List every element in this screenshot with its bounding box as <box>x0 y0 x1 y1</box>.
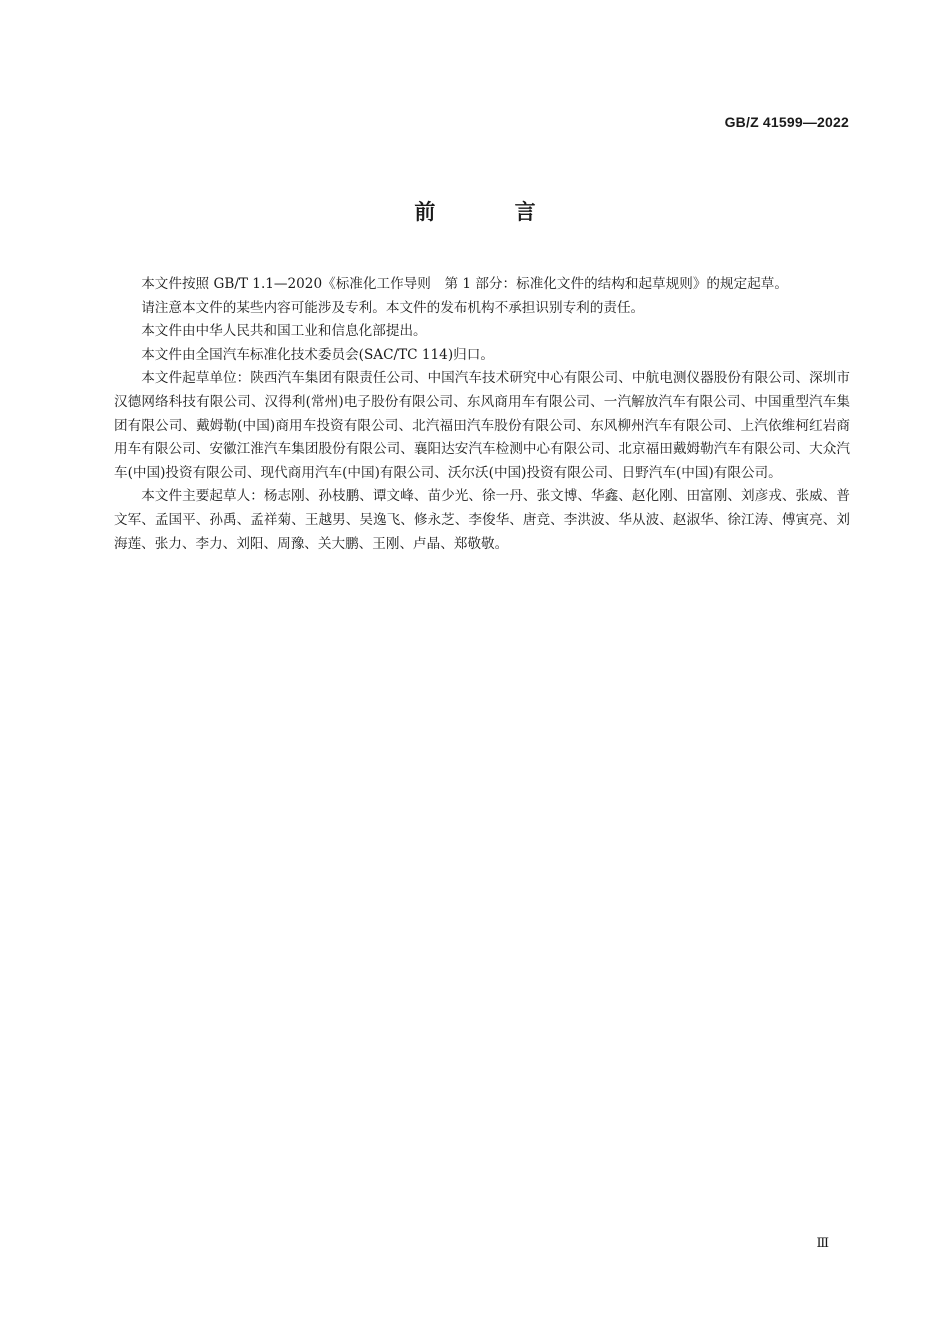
paragraph-patent-notice: 请注意本文件的某些内容可能涉及专利。本文件的发布机构不承担识别专利的责任。 <box>141 299 645 316</box>
paragraph-main-drafters: 本文件主要起草人：杨志刚、孙枝鹏、谭文峰、苗少光、徐一丹、张文博、华鑫、赵化刚、田富刚、刘彦戎、张威、普文军、孟国平、孙禹、孟祥菊、王越男、吴逸飞、修永芝、李俊华、唐竞、李洪波、华从波、赵淑华、徐江涛、傅寅亮、刘海莲、张力、李力、刘阳、周豫、关大鹏、王刚、卢晶、郑敬敬。 <box>114 488 850 552</box>
page-title: 前 言 <box>414 200 572 224</box>
paragraph-centralized-by: 本文件由全国汽车标准化技术委员会(SAC/TC 114)归口。 <box>141 346 494 363</box>
paragraph-drafting-rules: 本文件按照 GB/T 1.1—2020《标准化工作导则 第 1 部分：标准化文件的结构和起草规则》的规定起草。 <box>141 276 788 292</box>
paragraph-drafting-units: 本文件起草单位：陕西汽车集团有限责任公司、中国汽车技术研究中心有限公司、中航电测仪器股份有限公司、深圳市汉德网络科技有限公司、汉得利(常州)电子股份有限公司、东风商用车有限公司、一汽解放汽车有限公司、中国重型汽车集团有限公司、戴姆勒(中国)商用车投资有限公司、北汽福田汽车股份有限公司、东风柳州汽车有限公司、上汽依维柯红岩商用车有限公司、安徽江淮汽车集团股份有限公司、襄阳达安汽车检测中心有限公司、北京福田戴姆勒汽车有限公司、大众汽车(中国)投资有限公司、现代商用汽车(中国)有限公司、沃尔沃(中国)投资有限公司、日野汽车(中国)有限公司。 <box>114 370 850 481</box>
page-number: Ⅲ <box>816 1236 829 1251</box>
standard-code: GB/Z 41599—2022 <box>724 114 849 130</box>
foreword-body <box>114 273 850 556</box>
paragraph-proposer: 本文件由中华人民共和国工业和信息化部提出。 <box>141 323 427 340</box>
